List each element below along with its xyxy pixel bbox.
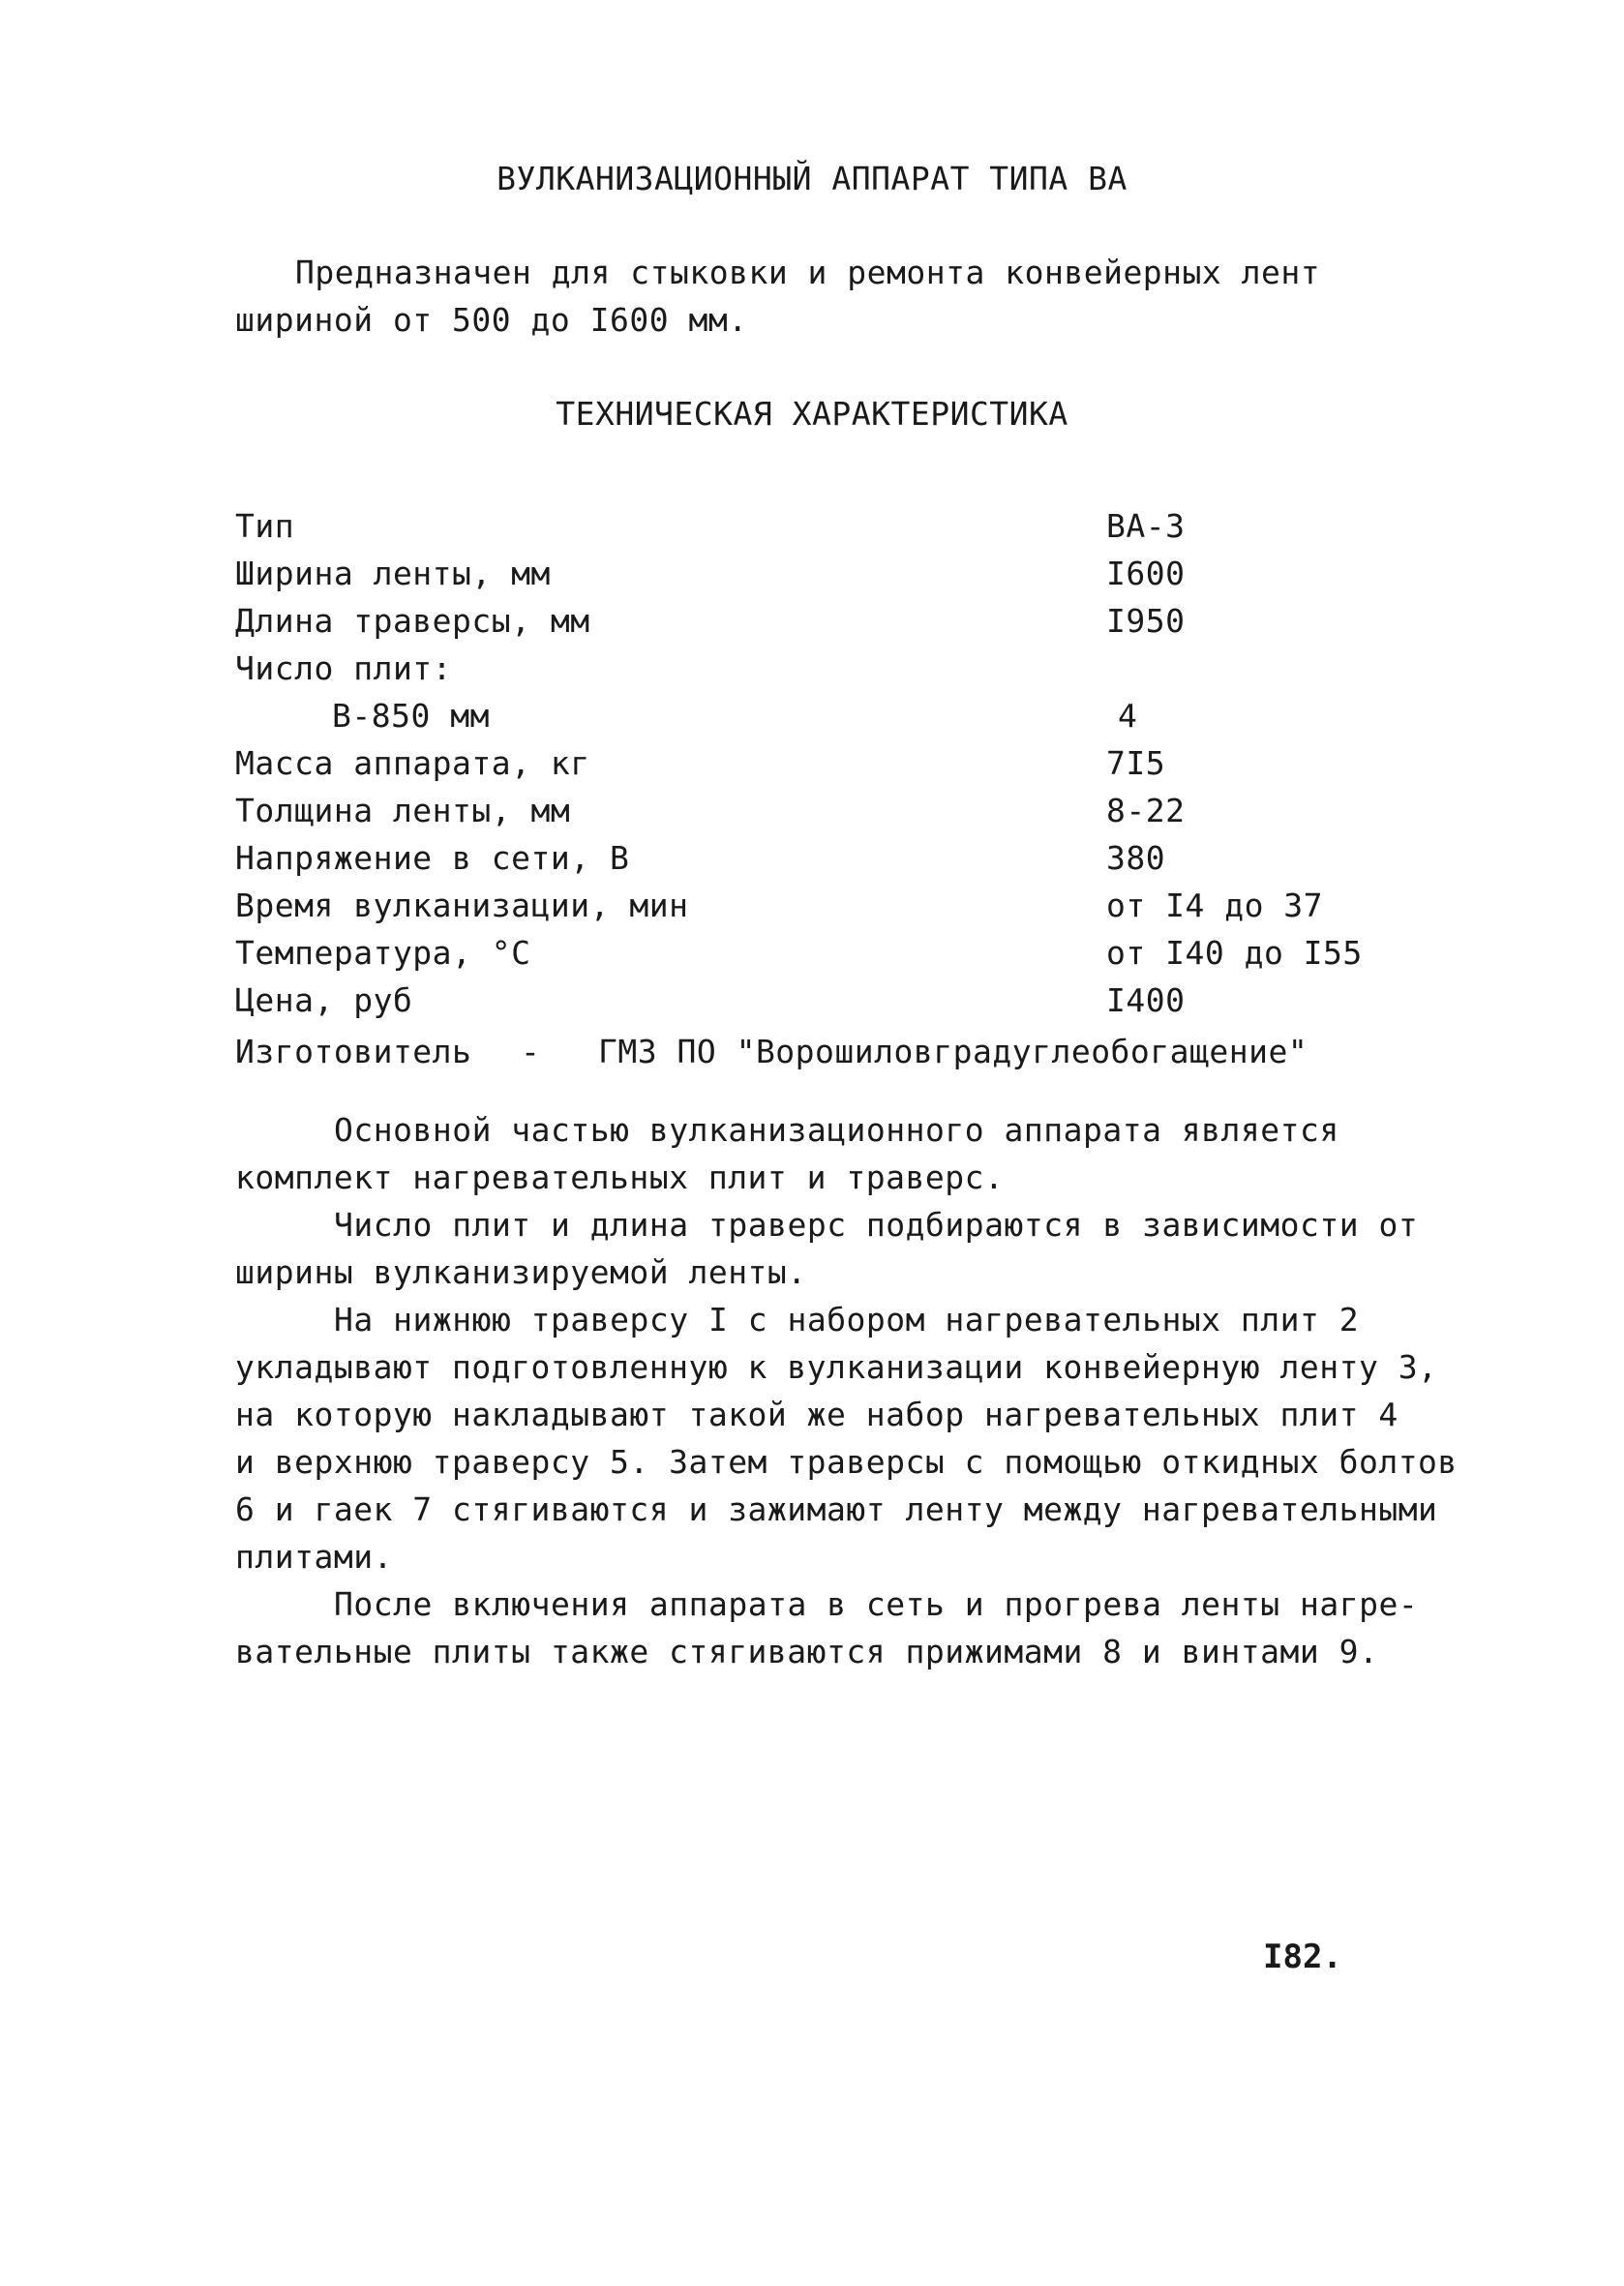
body-line: и верхнюю траверсу 5. Затем траверсы с помощью откидных болтов — [235, 1443, 1458, 1481]
spec-label: Цена, руб — [235, 981, 413, 1019]
spec-row — [235, 602, 1397, 648]
spec-label: Длина траверсы, мм — [235, 602, 590, 640]
purpose-line-1: Предназначен для стыковки и ремонта конвейерных лент — [295, 254, 1321, 291]
spec-value: от I40 до I55 — [1106, 934, 1363, 972]
manufacturer-label: Изготовитель — [235, 1033, 472, 1070]
spec-value: 8-22 — [1106, 792, 1186, 829]
manufacturer-value: ГМЗ ПО "Ворошиловградуглеобогащение" — [598, 1033, 1308, 1070]
body-line: вательные плиты также стягиваются прижимами 8 и винтами 9. — [235, 1633, 1379, 1670]
manufacturer-dash: - — [521, 1033, 541, 1070]
body-line: Число плит и длина траверс подбираются в зависимости от — [334, 1206, 1419, 1244]
purpose-line-2: шириной от 500 до I600 мм. — [235, 301, 748, 339]
spec-value: 4 — [1118, 697, 1138, 735]
spec-label: Напряжение в сети, В — [235, 839, 630, 877]
spec-label: Ширина ленты, мм — [235, 555, 551, 592]
spec-value: I400 — [1106, 981, 1186, 1019]
spec-value: I600 — [1106, 555, 1186, 592]
spec-row — [235, 981, 1397, 1028]
spec-value: I950 — [1106, 602, 1186, 640]
spec-row — [235, 887, 1397, 933]
spec-value: ВА-3 — [1106, 507, 1186, 545]
spec-label: Толщина ленты, мм — [235, 792, 571, 829]
body-line: укладывают подготовленную к вулканизации конвейерную ленту 3, — [235, 1348, 1438, 1386]
body-line: На нижнюю траверсу I с набором нагревательных плит 2 — [334, 1301, 1360, 1339]
spec-row — [235, 697, 1397, 743]
spec-label: Тип — [235, 507, 295, 545]
page-number: I82. — [1263, 1938, 1342, 1976]
spec-label: Число плит: — [235, 649, 453, 687]
spec-row — [235, 934, 1397, 980]
body-line: на которую накладывают такой же набор нагревательных плит 4 — [235, 1396, 1398, 1433]
document-title: ВУЛКАНИЗАЦИОННЫЙ АППАРАТ ТИПА ВА — [496, 160, 1128, 197]
spec-value: от I4 до 37 — [1106, 887, 1324, 924]
spec-value: 7I5 — [1106, 744, 1166, 782]
spec-label: Масса аппарата, кг — [235, 744, 590, 782]
spec-row — [235, 649, 1397, 696]
body-line: Основной частью вулканизационного аппарата является — [334, 1111, 1339, 1149]
spec-title: ТЕХНИЧЕСКАЯ ХАРАКТЕРИСТИКА — [556, 395, 1068, 433]
body-line: После включения аппарата в сеть и прогрева ленты нагре- — [334, 1585, 1419, 1623]
spec-row — [235, 555, 1397, 601]
spec-value: 380 — [1106, 839, 1166, 877]
spec-row — [235, 792, 1397, 838]
spec-row — [235, 744, 1397, 791]
body-line: комплект нагревательных плит и траверс. — [235, 1158, 1005, 1196]
spec-row — [235, 839, 1397, 886]
spec-label: Температура, °С — [235, 934, 531, 972]
body-line: ширины вулканизируемой ленты. — [235, 1253, 807, 1291]
body-line: плитами. — [235, 1538, 393, 1576]
body-line: 6 и гаек 7 стягиваются и зажимают ленту между нагревательными — [235, 1490, 1438, 1528]
spec-row — [235, 507, 1397, 554]
spec-label: В-850 мм — [332, 697, 490, 735]
spec-label: Время вулканизации, мин — [235, 887, 689, 924]
